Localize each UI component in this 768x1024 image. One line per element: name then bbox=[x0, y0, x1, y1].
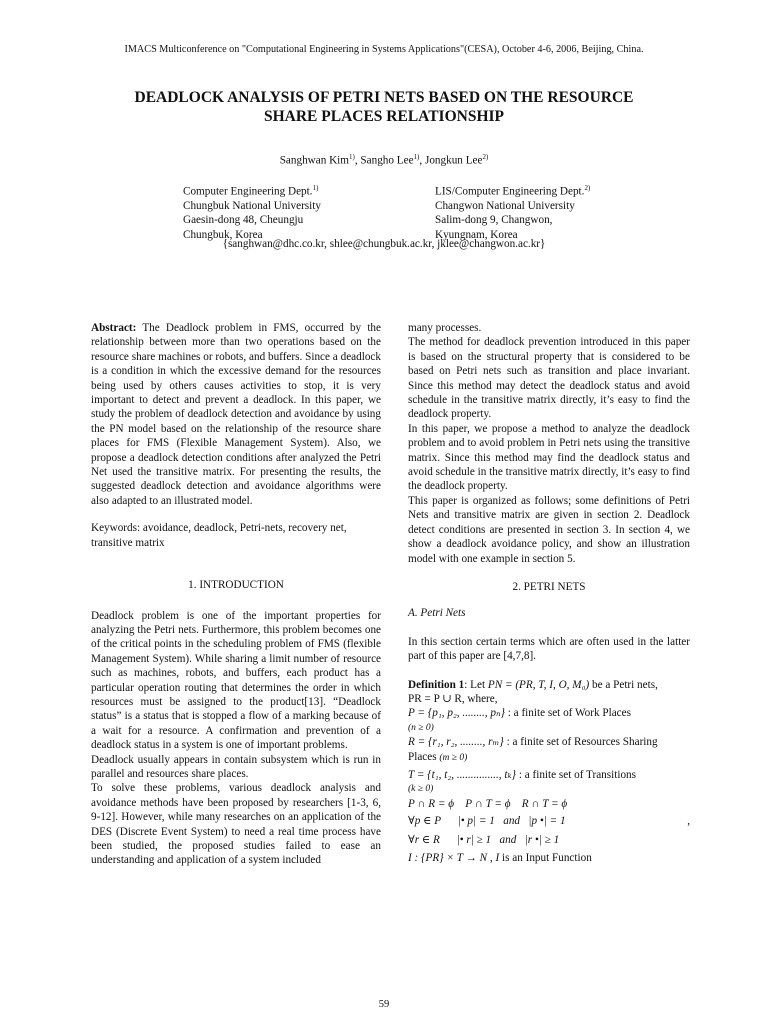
forall-p: ∀p ∈ P |• p| = 1 and |p •| = 1 , bbox=[408, 815, 690, 828]
conference-header: IMACS Multiconference on "Computational Engineering in Systems Applications"(CESA), October 4-6, 2006, Beijing, China. bbox=[124, 44, 644, 55]
intro-paragraph-2: Deadlock usually appears in contain subsystem which is run in parallel and resources share places. bbox=[91, 753, 381, 780]
author-1: Sanghwan Kim bbox=[279, 154, 349, 167]
affiliation-2: LIS/Computer Engineering Dept.$^{2)}$ Changwon National University Salim-dong 9, Changwon, Kyungnam, Korea bbox=[435, 184, 591, 241]
title-line-1: DEADLOCK ANALYSIS OF PETRI NETS BASED ON THE RESOURCE bbox=[134, 89, 634, 106]
intro-paragraph-1: Deadlock problem is one of the important properties for analyzing the Petri nets. Furthermore, this problem becomes one of the critical points in the scheduling problem of FMS (flexible Management System). While sharing a limit number of resource such as machines, robots, and buffers, each product has a particular operation routing that determines the order in which resources must be assigned to the product[13]. “Deadlock status” is a status that is stopped a flow of a marking because of a wait for a resource. A confirmation and prevention of a deadlock status in a system is one of important problems. bbox=[91, 609, 381, 752]
page-number: 59 bbox=[378, 999, 390, 1010]
work-places-def: P = {p₁, p₂, ........, pₙ} : a finite set of Work Places bbox=[408, 707, 631, 720]
resource-places-def: R = {r₁, r₂, ........, rₘ} : a finite set of Resources Sharing bbox=[408, 736, 658, 749]
keywords: Keywords: avoidance, deadlock, Petri-nets, recovery net, transitive matrix bbox=[91, 522, 347, 549]
pn-formula: PN = (PR, T, I, O, M₀) bbox=[487, 678, 590, 691]
author-emails: {sanghwan@dhc.co.kr, shlee@chungbuk.ac.kr, jklee@changwon.ac.kr} bbox=[222, 238, 546, 250]
title-line-2: SHARE PLACES RELATIONSHIP bbox=[263, 108, 504, 125]
pr-line: PR = P ∪ R, where, bbox=[408, 692, 498, 705]
paper-title bbox=[60, 88, 708, 126]
input-function: I : {PR} × T → N , I is an Input Function bbox=[408, 852, 592, 864]
petri-intro: In this section certain terms which are often used in the latter part of this paper are [4,7,8]. bbox=[408, 635, 690, 663]
left-column bbox=[91, 321, 381, 868]
right-paragraph-2: The method for deadlock prevention introduced in this paper is based on the structural property that is considered to be based on Petri nets such as transition and place invariant. Since this method may detect the deadlock status and avoid schedule in the transitive matrix directly, it’s easy to find the deadlock property. bbox=[408, 336, 690, 421]
intro-paragraph-3: To solve these problems, various deadlock analysis and avoidance methods have been proposed by researchers [1-3, 6, 9-12]. However, while many researches on an application of the DES (Discrete Event System) to need a real time process have been studied, the proposed studies failed to ease an understanding and application of a system included bbox=[91, 782, 381, 867]
transitions-def: T = {t₁, t₂, ..............., tₖ} : a finite set of Transitions bbox=[408, 768, 636, 781]
right-column: many processes. The method for deadlock prevention introduced in this paper is based on the structural property that is considered to be based on Petri nets such as transition and place invariant. Since this method may detect the deadlock status and avoid schedule in the transitive matrix directly, it’s easy to find the deadlock property. In this paper, we propose a method to analyze the deadlock problem and to avoid problem in Petri nets using the transitive matrix. Since this method may find the deadlock status and avoid schedule in the transitive matrix directly, it’s easy to find the deadlock property. This paper is organized as follows; some definitions of Petri Nets and transitive matrix are given in section 2. Deadlock detect conditions are presented in section 3. In section 4, we show a deadlock avoidance policy, and show an illustration model with one example in section 5. 2. PETRI NETS A. Petri Nets In this section certain terms which are often used in the latter part of this paper are [4,7,8]. Definition 1: Let PN = (PR, T, I, O, M₀) be a Petri nets, PR = P ∪ R, where, P = {p₁, p₂, ........, pₙ} : a finite set of Work Places (n ≥ 0) R = {r₁, r₂, ........, rₘ} : a finite set of Resources Sharing Places (m ≥ 0) T = {t₁, t₂, ..............., tₖ} : a finite set of Transitions (k ≥ 0) P ∩ R = ϕ P ∩ T = ϕ R ∩ T = ϕ ∀p ∈ P |• p| = 1 and |p •| = 1 , ∀r ∈ R |• r| ≥ 1 and |r •| ≥ 1 I : {PR} × T → N , I is an Input Function bbox=[408, 322, 690, 864]
definition-1: Definition 1: Let PN = (PR, T, I, O, M₀) be a Petri nets, bbox=[408, 678, 658, 691]
author-2: Sangho Lee bbox=[360, 154, 414, 167]
petri-nets-subheading: A. Petri Nets bbox=[408, 607, 466, 620]
abstract: Abstract: The Deadlock problem in FMS, occurred by the relationship between more than two operations based on the resource share machines or robots, and buffers. Since a deadlock is a condition in which the excessive demand for the resources being used by others causes activities to stop, it is very important to detect and prevent a deadlock. In this paper, we study the problem of deadlock detection and avoidance by using the PN model based on the relationship of the resource share places for FMS (Flexible Management System). Also, we propose a deadlock detection conditions after analyzed the Petri Net used the transitive matrix. For presenting the results, the suggested deadlock detection and avoidance algorithms were also adapted to an illustrated model. bbox=[91, 322, 381, 507]
author-list: Sanghwan Kim$^{1)}$, Sangho Lee$^{1)}$, Jongkun Lee$^{2)}$ bbox=[279, 153, 489, 167]
affiliation-1: Computer Engineering Dept.$^{1)}$ Chungbuk National University Gaesin-dong 48, Cheungju Chungbuk, Korea bbox=[183, 184, 321, 241]
right-paragraph-3: In this paper, we propose a method to analyze the deadlock problem and to avoid problem in Petri nets using the transitive matrix. Since this method may find the deadlock status and avoid schedule in the transitive matrix directly, it’s easy to find the deadlock property. bbox=[408, 422, 690, 493]
introduction-heading: 1. INTRODUCTION bbox=[188, 579, 284, 592]
right-paragraph-1: many processes. bbox=[408, 322, 482, 334]
forall-r: ∀r ∈ R |• r| ≥ 1 and |r •| ≥ 1 bbox=[408, 833, 560, 846]
right-paragraph-4: This paper is organized as follows; some definitions of Petri Nets and transitive matrix are given in section 2. Deadlock detect conditions are presented in section 3. In section 4, we show a deadlock avoidance policy, and show an illustration model with one example in section 5. bbox=[408, 494, 690, 565]
petri-nets-heading: 2. PETRI NETS bbox=[512, 580, 586, 593]
author-3: Jongkun Lee bbox=[424, 154, 483, 167]
intersections: P ∩ R = ϕ P ∩ T = ϕ R ∩ T = ϕ bbox=[408, 797, 568, 810]
